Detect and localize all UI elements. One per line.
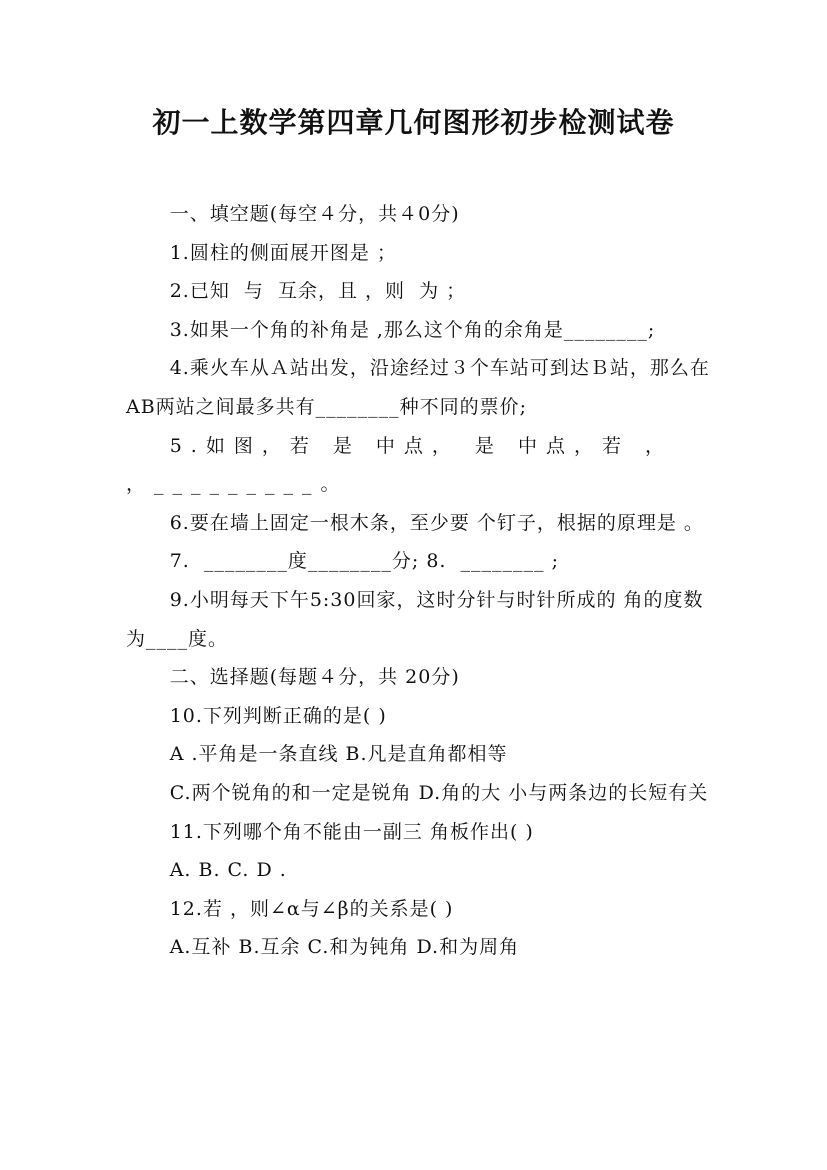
page-title: 初一上数学第四章几何图形初步检测试卷 [152,106,675,139]
question-4: 4.乘火车从Ａ站出发，沿途经过３个车站可到达Ｂ站，那么在AB两站之间最多共有________种不同的票价; [126,357,710,418]
question-3: 3.如果一个角的补角是 ,那么这个角的余角是________; [169,318,656,341]
section-heading-fill-in: 一、填空题(每空４分，共４0分) [169,203,460,225]
question-12: 12.若 ，则∠α与∠β的关系是( ) [169,897,454,920]
question-2: 2.已知 与 互余，且 ，则 为 ； [169,280,467,303]
question-12-options: A.互补 B.互余 C.和为钝角 D.和为周角 [169,936,520,959]
question-10-options-ab: A .平角是一条直线 B.凡是直角都相等 [169,743,508,766]
question-10-options-cd: C.两个锐角的和一定是锐角 D.角的大 小与两条边的长短有关 [169,781,709,804]
document-body [126,195,716,967]
question-11: 11.下列哪个角不能由一副三 角板作出( ) [169,820,534,843]
section-heading-choice: 二、选择题(每题４分，共 20分) [169,666,460,689]
question-10: 10.下列判断正确的是( ) [169,704,387,727]
question-5: 5.如图，若 是 中点， 是 中点，若 ， ，_________。 [126,434,689,496]
question-9: 9.小明每天下午5:30回家，这时分针与时针所成的 角的度数为____度。 [126,588,704,650]
question-1: 1.圆柱的侧面展开图是 ； [169,241,397,264]
question-11-options: A. B. C. D . [169,859,287,882]
question-7-8: 7. ________度________分; 8. ________ ; [169,550,559,573]
question-6: 6.要在墙上固定一根木条，至少要 个钉子，根据的原理是 。 [169,511,704,534]
